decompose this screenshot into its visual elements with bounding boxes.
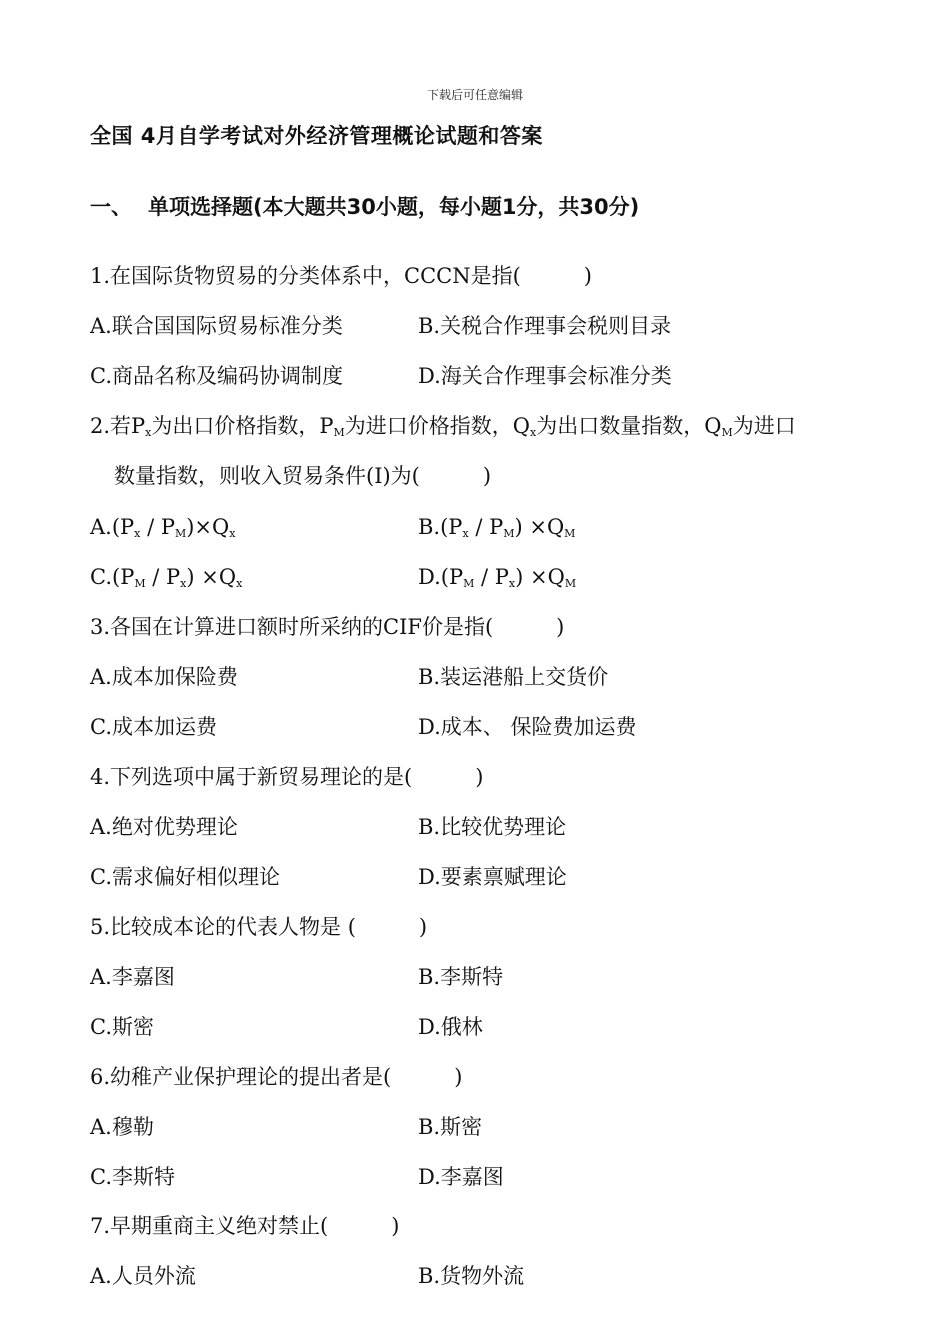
question-1-options-ab [90, 311, 671, 341]
question-4-stem: 4.下列选项中属于新贸易理论的是( ) [90, 765, 484, 789]
stem-text: 为进口价格指数，Q [344, 414, 531, 438]
section-number: 一、 [90, 195, 132, 219]
question-2-stem-continued: 数量指数，则收入贸易条件(I)为( ) [114, 464, 492, 488]
subscript: x [530, 426, 537, 439]
question-4-options-ab [90, 812, 566, 842]
question-2-options-cd [90, 562, 576, 599]
question-2-options-ab [90, 512, 575, 549]
option-a: A.成本加保险费 [90, 665, 238, 689]
stem-text: 为出口价格指数，P [151, 414, 334, 438]
option-d: D.成本、 保险费加运费 [418, 715, 637, 739]
option-c: C.李斯特 [90, 1165, 175, 1189]
option-c: $C.(P_M / P_x) \times Q_x$ [90, 565, 243, 590]
option-a: $A.(P_x / P_M)\times Q_x$ [90, 515, 236, 540]
option-c: C.商品名称及编码协调制度 [90, 364, 343, 388]
option-d: D.要素禀赋理论 [418, 865, 567, 889]
page-header: 下载后可任意编辑 [426, 88, 523, 102]
section-text: 单项选择题(本大题共30小题，每小题1分，共30分) [148, 195, 640, 219]
question-3-options-cd [90, 712, 636, 742]
question-1-stem: 1.在国际货物贸易的分类体系中，CCCN是指( ) [90, 264, 592, 288]
option-b: B.比较优势理论 [418, 815, 567, 839]
question-2-stem [90, 411, 796, 448]
option-d: $D.(P_M / P_x) \times Q_M$ [418, 565, 577, 590]
question-3-options-ab [90, 662, 608, 692]
question-4-options-cd [90, 862, 567, 892]
subscript: x [145, 426, 152, 439]
option-c: C.斯密 [90, 1015, 154, 1039]
option-d: D.俄林 [418, 1015, 483, 1039]
option-a: A.绝对优势理论 [90, 815, 238, 839]
question-5-options-cd [90, 1012, 483, 1042]
question-7-stem: 7.早期重商主义绝对禁止( ) [90, 1214, 400, 1238]
subscript: M [333, 426, 345, 439]
question-6-options-ab [90, 1112, 482, 1142]
question-6-options-cd [90, 1162, 504, 1192]
option-b: B.装运港船上交货价 [418, 665, 609, 689]
option-b: B.关税合作理事会税则目录 [418, 314, 672, 338]
exam-title: 全国 4月自学考试对外经济管理概论试题和答案 [90, 124, 543, 148]
question-1-options-cd [90, 361, 672, 391]
question-7-options-ab [90, 1261, 524, 1291]
option-a: A.人员外流 [90, 1264, 196, 1288]
option-d: D.李嘉图 [418, 1165, 504, 1189]
option-b: $B.(P_x / P_M) \times Q_M$ [418, 515, 576, 540]
option-a: A.联合国国际贸易标准分类 [90, 314, 343, 338]
section-heading [90, 191, 639, 221]
stem-text: 为出口数量指数，Q [536, 414, 722, 438]
option-b: B.斯密 [418, 1115, 483, 1139]
question-5-stem: 5.比较成本论的代表人物是 ( ) [90, 915, 428, 939]
option-c: C.成本加运费 [90, 715, 217, 739]
question-6-stem: 6.幼稚产业保护理论的提出者是( ) [90, 1065, 463, 1089]
stem-text: 为进口 [732, 414, 796, 438]
stem-text: 2.若P [90, 414, 146, 438]
option-a: A.穆勒 [90, 1115, 154, 1139]
question-3-stem: 3.各国在计算进口额时所采纳的CIF价是指( ) [90, 615, 565, 639]
option-b: B.货物外流 [418, 1264, 525, 1288]
subscript: M [721, 426, 733, 439]
option-a: A.李嘉图 [90, 965, 175, 989]
option-b: B.李斯特 [418, 965, 504, 989]
option-c: C.需求偏好相似理论 [90, 865, 280, 889]
question-5-options-ab [90, 962, 503, 992]
option-d: D.海关合作理事会标准分类 [418, 364, 672, 388]
